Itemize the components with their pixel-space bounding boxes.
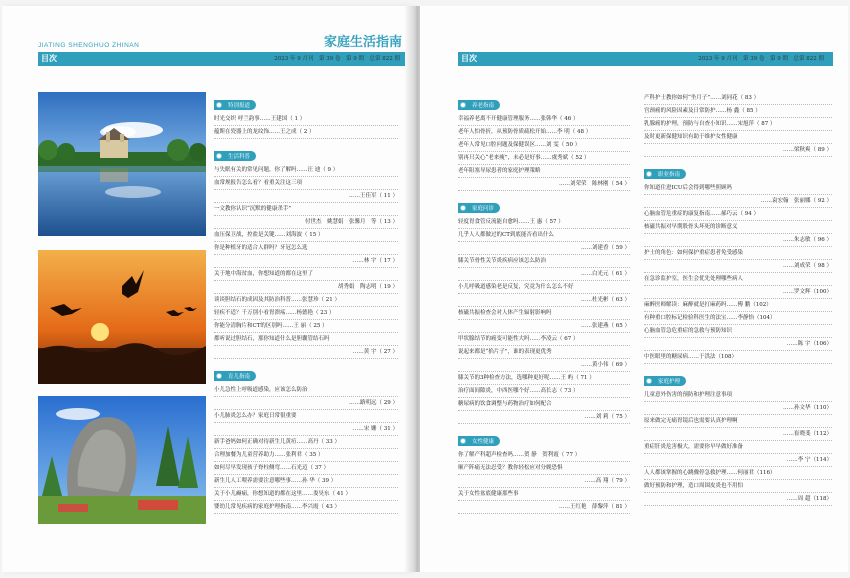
toc-entry[interactable]: 关于女性盆底健康那些事	[458, 488, 630, 501]
toc-entry[interactable]: 一文教你认识“沉默的健康杀手”	[214, 203, 398, 216]
toc-entry[interactable]: 说起来都是“掐片子”，谁的表现更优秀	[458, 346, 630, 359]
toc-entry[interactable]: 你知道住进ICU后会得到哪些照顾吗	[644, 182, 832, 195]
stone-monument-image	[38, 396, 206, 524]
toc-entry-author[interactable]: ……白光元（ 61 ）	[458, 268, 630, 281]
toc-entry[interactable]: 心脑血管急危重症的急救与预防知识	[644, 325, 832, 338]
lake-castle-image	[38, 92, 206, 236]
toc-entry[interactable]: 轻度胃食管反流能自愈吗……王 惠（ 57 ）	[458, 216, 630, 229]
toc-entry[interactable]: 谈谈胆结石的成因及其防治科普……张慧珍（ 21 ）	[214, 294, 398, 307]
toc-entry-author[interactable]: ……黄 宇（ 27 ）	[214, 346, 398, 359]
toc-entry[interactable]: 你了解产科超声检查吗……贺 静 贺利霞（ 77 ）	[458, 449, 630, 462]
toc-section	[458, 92, 630, 191]
toc-section	[214, 363, 398, 514]
toc-entry[interactable]: 乳腺癌的护理，预防与自查小知识……宋旭萍（ 87 ）	[644, 118, 832, 131]
toc-entry[interactable]: 及时更新保健知识有助于维护女性健康	[644, 131, 832, 144]
toc-entry[interactable]: 血压保卫战，控盐是关键……刘海波（ 15 ）	[214, 229, 398, 242]
right-page	[420, 6, 848, 572]
toc-entry-author[interactable]: ……刘 莉（ 75 ）	[458, 411, 630, 424]
toc-entry-author[interactable]: ……袁宏翰 张丽娜（ 92 ）	[644, 195, 832, 208]
toc-entry[interactable]: 新生儿人工喂养需要注意哪些事……孙 华（ 39 ）	[214, 475, 398, 488]
toc-entry[interactable]: 别再只关心“老来瘦”，未必是好事……虞秀斌（ 52 ）	[458, 152, 630, 165]
toc-entry-author[interactable]: ……李 宁（114）	[644, 454, 832, 467]
toc-entry[interactable]: 轻疾不适？千万别小看胃溃疡……杨德艳（ 23 ）	[214, 307, 398, 320]
toc-entry[interactable]: 心脑血管危重症的康复指南……郝巧云（ 94 ）	[644, 208, 832, 221]
toc-entry[interactable]: 宫颈癌的风险因素及日常防护……杨 鑫（ 85 ）	[644, 105, 832, 118]
toc-entry[interactable]: 中医眼里的糖尿病……于洪法（108）	[644, 351, 832, 364]
section-label: 家庭护理	[644, 376, 686, 386]
toc-entry-author[interactable]: ……孙文华（110）	[644, 402, 832, 415]
toc-entry[interactable]: 膝关节的3种检查方法，选哪种更好呢……王 屿（ 71 ）	[458, 372, 630, 385]
toc-section	[644, 92, 832, 157]
toc-entry[interactable]: 膝关节骨性关节炎疾病应该怎么防治	[458, 255, 630, 268]
toc-section	[458, 195, 630, 424]
toc-entry[interactable]: 小儿急性上呼吸道感染，应该怎么防治	[214, 384, 398, 397]
toc-entry[interactable]: 治疗面间隙炎，中西医哪个好……高长志（ 73 ）	[458, 385, 630, 398]
toc-entry-author[interactable]: 胡秀娟 陶志明（ 19 ）	[214, 281, 398, 294]
birds-sunset-image	[38, 250, 206, 384]
magazine-title: 家庭生活指南	[323, 35, 402, 50]
toc-entry[interactable]: 血常规报告怎么看？看重关注这三项	[214, 177, 398, 190]
toc-entry[interactable]: 都听说过胆结石，那你知道什么是胆囊管结石吗	[214, 333, 398, 346]
toc-entry[interactable]: 时光交织 呼兰韵事……王建国（ 1 ）	[214, 113, 398, 126]
toc-entry[interactable]: 婴幼儿常见疾病的家庭护理指南……李兴霞（ 43 ）	[214, 501, 398, 514]
toc-entry[interactable]: 核磁共振检查会对人体产生辐射影响吗	[458, 307, 630, 320]
right-toc-column	[644, 92, 832, 506]
toc-entry[interactable]: 重症肝炎危害极大，需要你早早做好准备	[644, 441, 832, 454]
section-label: 特别报道	[214, 100, 256, 110]
header-pinyin: JIATING SHENGHUO ZHINAN	[38, 42, 140, 49]
section-label: 养老指南	[458, 100, 500, 110]
toc-section	[214, 92, 398, 139]
section-label: 女性健康	[458, 436, 500, 446]
toc-entry[interactable]: 你是种植牙的适合人群吗？牙冠怎么选	[214, 242, 398, 255]
issue-info-right: 2023 年 9 月刊 第 39 卷 第 9 期 总第 822 期	[698, 56, 824, 62]
toc-section	[644, 161, 832, 364]
toc-entry[interactable]: 老年阻塞导尿患者的家庭护理策略	[458, 165, 630, 178]
toc-entry-author[interactable]: ……刘成荣（ 98 ）	[644, 260, 832, 273]
toc-entry[interactable]: 护士的角色：如何保护重症患者免受感染	[644, 247, 832, 260]
toc-entry[interactable]: 关于地中海贫血，你想知道的都在这里了	[214, 268, 398, 281]
toc-entry[interactable]: 合理加餐为儿童营养助力……张利君（ 35 ）	[214, 449, 398, 462]
contents-label: 目次	[41, 54, 57, 63]
lake-castle-photo	[38, 92, 206, 236]
toc-entry[interactable]: 与失眠有关的常见问题，你了解吗……汪 迪（ 9 ）	[214, 164, 398, 177]
toc-entry-author[interactable]: ……林 宇（ 17 ）	[214, 255, 398, 268]
toc-section	[458, 428, 630, 514]
toc-entry[interactable]: 几乎人人都做过的CT到底能否看出什么	[458, 229, 630, 242]
toc-entry-author[interactable]: ……刘荣荣 陈林刚（ 54 ）	[458, 178, 630, 191]
toc-entry[interactable]: 小儿呼吸道感染老是反复，究竟为什么怎么不好	[458, 281, 630, 294]
toc-entry-author[interactable]: ……梁秋爽（ 89 ）	[644, 144, 832, 157]
toc-entry-author[interactable]: ……罗文辉（100）	[644, 286, 832, 299]
toc-entry[interactable]: 产科护士教你如何“坐月子”……刘同花（ 83 ）	[644, 92, 832, 105]
toc-section	[644, 368, 832, 506]
toc-entry-author[interactable]: ……周 超（118）	[644, 493, 832, 506]
toc-entry[interactable]: 新手爸妈如何正确对待新生儿黄疸……高丹（ 33 ）	[214, 436, 398, 449]
toc-entry[interactable]: 幸福养老离不开健康管理服务……张韩华（ 46 ）	[458, 113, 630, 126]
section-label: 家庭问诊	[458, 203, 500, 213]
contents-label: 目次	[461, 54, 477, 63]
toc-entry-author[interactable]: ……陈 宇（106）	[644, 338, 832, 351]
left-page	[2, 6, 412, 572]
toc-entry-author[interactable]: ……崔晓斐（112）	[644, 428, 832, 441]
toc-entry[interactable]: 顺产阵痛无法忍受？教你轻松应对分娩恐惧	[458, 462, 630, 475]
toc-entry-author[interactable]: ……高 翔（ 79 ）	[458, 475, 630, 488]
toc-entry[interactable]: 如何尽早发现孩子脊柱侧弯……石光迈（ 37 ）	[214, 462, 398, 475]
section-label: 生活科普	[214, 151, 256, 161]
toc-entry-author[interactable]: ……黄小伟（ 69 ）	[458, 359, 630, 372]
section-label: 育儿指南	[214, 371, 256, 381]
toc-entry-author[interactable]: ……宋 姗（ 31 ）	[214, 423, 398, 436]
toc-entry-author[interactable]: ……杜光彬（ 63 ）	[458, 294, 630, 307]
toc-entry[interactable]: 有种重口腔标记检验科医生的法宝……李静怡（104）	[644, 312, 832, 325]
left-toc-column	[214, 92, 398, 514]
toc-entry[interactable]: 麻醉医师解读：麻醉就是打麻药吗……傅 鹏（102）	[644, 299, 832, 312]
toc-entry[interactable]: 甲状腺结节的癌变可能性大吗……李凌云（ 67 ）	[458, 333, 630, 346]
section-label: 职业指南	[644, 169, 686, 179]
toc-entry-author[interactable]: 付世杰 姚慧娟 张馨月 等（ 13 ）	[214, 216, 398, 229]
toc-entry[interactable]: 做好预防和护理，造口周围皮炎也不用怕	[644, 480, 832, 493]
toc-entry-author[interactable]: ……路明远（ 29 ）	[214, 397, 398, 410]
toc-section	[214, 143, 398, 359]
toc-entry-author[interactable]: ……朱志敏（ 96 ）	[644, 234, 832, 247]
toc-entry[interactable]: 小儿肺炎怎么办？家庭日常很重要	[214, 410, 398, 423]
toc-entry[interactable]: 蕴斯在瓷器上的龙纹饰……王之成（ 2 ）	[214, 126, 398, 139]
toc-entry[interactable]: 核磁共振对早期股骨头坏死的诊断意义	[644, 221, 832, 234]
toc-entry[interactable]: 在急诊监护室，医生会优先处理哪些病人	[644, 273, 832, 286]
toc-entry[interactable]: 老年人常见口腔问题及保健误区……刘 雯（ 50 ）	[458, 139, 630, 152]
toc-entry[interactable]: 关于小儿癫痫，你想知道的都在这里……娄昊东（ 41 ）	[214, 488, 398, 501]
toc-entry-author[interactable]: ……张建燕（ 65 ）	[458, 320, 630, 333]
toc-entry[interactable]: 你能分清胸片和CT的区别吗……王 丽（ 25 ）	[214, 320, 398, 333]
toc-entry[interactable]: 老年人怕骨折，从预防骨质疏松开始……李 明（ 48 ）	[458, 126, 630, 139]
toc-entry[interactable]: 人人都该掌握的心跳骤停急救护理……何丽君（116）	[644, 467, 832, 480]
toc-entry-author[interactable]: ……王佳军（ 11 ）	[214, 190, 398, 203]
mid-toc-column	[458, 92, 630, 514]
stone-monument-photo	[38, 396, 206, 524]
issue-info: 2023 年 9 月刊 第 39 卷 第 9 期 总第 822 期	[274, 56, 400, 62]
toc-entry-author[interactable]: ……刘建香（ 59 ）	[458, 242, 630, 255]
toc-entry-author[interactable]: ……王红艳 薛黎萍（ 81 ）	[458, 501, 630, 514]
toc-entry[interactable]: 糖尿病的饮食调整与药物治疗如何配合	[458, 398, 630, 411]
toc-entry[interactable]: 原来做完无痛胃镜后也需要认真护理啊	[644, 415, 832, 428]
birds-sunset-photo	[38, 250, 206, 384]
toc-entry[interactable]: 儿童意外伤害的预防和护理注意事项	[644, 389, 832, 402]
